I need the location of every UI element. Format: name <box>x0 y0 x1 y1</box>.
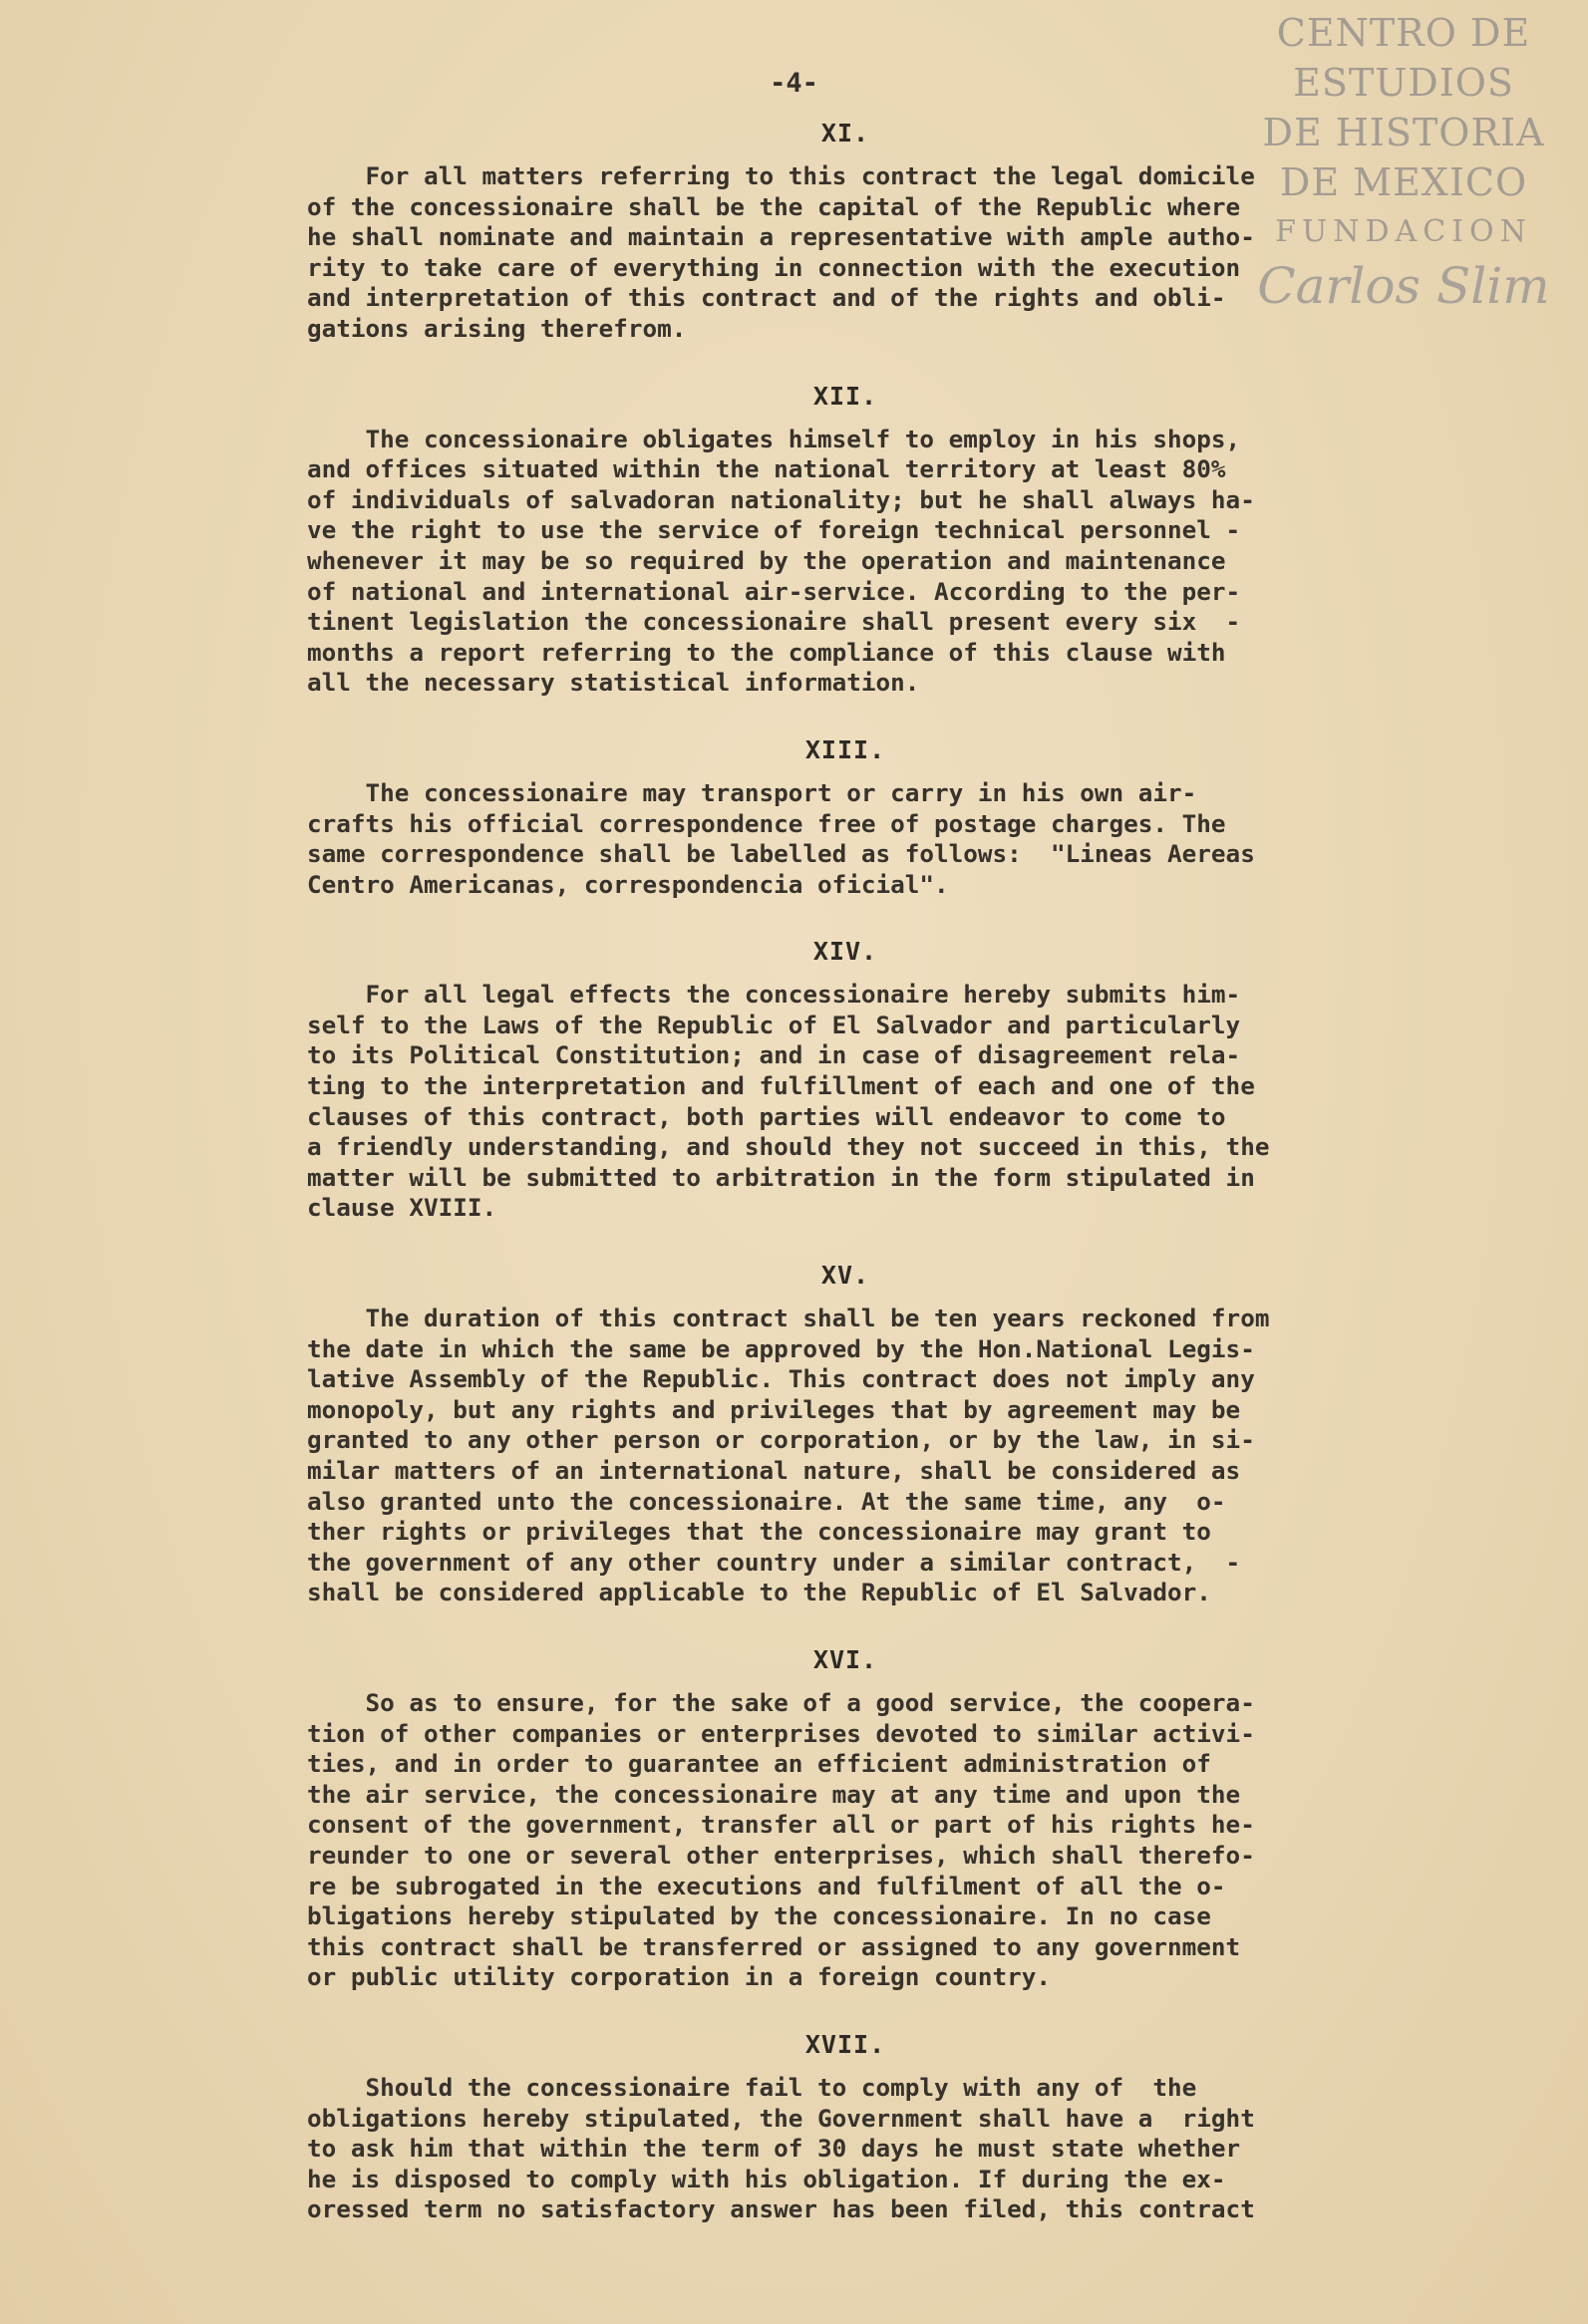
text-line: The concessionaire obligates himself to employ in his shops, <box>307 424 1241 453</box>
clause-text <box>307 1304 1553 1608</box>
text-line: the government of any other country under a similar contract, - <box>307 1547 1241 1577</box>
text-line: tion of other companies or enterprises devoted to similar activi- <box>307 1718 1255 1748</box>
text-line: the date in which the same be approved by the Hon.National Legis- <box>307 1333 1255 1363</box>
text-line: The concessionaire may transport or carry in his own air- <box>307 777 1197 807</box>
text-line: self to the Laws of the Republic of El Salvador and particularly <box>307 1010 1241 1039</box>
text-line: and offices situated within the national territory at least 80% <box>307 454 1226 484</box>
clause-text <box>307 980 1553 1224</box>
text-line: to ask him that within the term of 30 days he must state whether <box>307 2134 1241 2164</box>
text-line: oressed term no satisfactory answer has been filed, this contract <box>307 2194 1255 2224</box>
text-line: bligations hereby stipulated by the concessionaire. In no case <box>307 1901 1211 1931</box>
text-line: and interpretation of this contract and of the rights and obli- <box>307 283 1226 313</box>
clause-xiii <box>307 734 1553 900</box>
clause-xi <box>307 118 1553 345</box>
text-line: lative Assembly of the Republic. This contract does not imply any <box>307 1364 1255 1394</box>
text-line: also granted unto the concessionaire. At the same time, any o- <box>307 1486 1226 1516</box>
clause-heading: XV. <box>820 1261 870 1291</box>
text-line: the air service, the concessionaire may at any time and upon the <box>307 1779 1241 1809</box>
clause-text <box>307 425 1553 699</box>
text-line: consent of the government, transfer all or part of his rights he- <box>307 1810 1255 1840</box>
page-number: -4- <box>770 68 818 99</box>
text-line: rity to take care of everything in connection with the execution <box>307 252 1241 282</box>
clause-text <box>307 778 1553 900</box>
text-line: monopoly, but any rights and privileges that by agreement may be <box>307 1394 1241 1424</box>
text-line: same correspondence shall be labelled as follows: "Lineas Aereas <box>307 839 1255 869</box>
text-line: of national and international air-service. According to the per- <box>307 576 1241 606</box>
text-line: or public utility corporation in a foreign country. <box>307 1962 1052 1992</box>
text-line: to its Political Constitution; and in case of disagreement rela- <box>307 1040 1241 1070</box>
clause-heading: XI. <box>820 119 870 147</box>
text-line: clauses of this contract, both parties will endeavor to come to <box>307 1101 1226 1131</box>
text-line: of individuals of salvadoran nationality; but he shall always ha- <box>307 484 1255 514</box>
watermark-signature: Carlos Slim <box>1257 257 1550 315</box>
clause-text <box>307 2073 1553 2225</box>
text-line: So as to ensure, for the sake of a good service, the coopera- <box>307 1687 1255 1717</box>
clause-heading: XII. <box>812 381 878 411</box>
clause-xvi <box>307 1644 1553 1993</box>
watermark-line: FUNDACION <box>1275 214 1532 249</box>
text-line: ve the right to use the service of foreign technical personnel - <box>307 515 1241 545</box>
clause-heading: XIII. <box>804 734 886 764</box>
text-line: months a report referring to the compliance of this clause with <box>307 637 1226 667</box>
document-body <box>307 118 1553 2261</box>
clause-xv <box>307 1260 1553 1608</box>
text-line: For all matters referring to this contract the legal domicile <box>307 161 1255 190</box>
clause-heading: XVI. <box>812 1644 878 1674</box>
text-line: ther rights or privileges that the concessionaire may grant to <box>307 1517 1211 1547</box>
text-line: clause XVIII. <box>307 1193 497 1223</box>
watermark-line: DE HISTORIA <box>1262 111 1545 154</box>
clause-heading: XVII. <box>804 2029 886 2059</box>
watermark-line: ESTUDIOS <box>1293 61 1514 105</box>
text-line: granted to any other person or corporation, or by the law, in si- <box>307 1425 1255 1455</box>
text-line: this contract shall be transferred or assigned to any government <box>307 1931 1241 1961</box>
clause-heading: XIV. <box>812 937 878 967</box>
clause-xii <box>307 381 1553 699</box>
text-line: of the concessionaire shall be the capital of the Republic where <box>307 191 1241 221</box>
watermark-line: DE MEXICO <box>1279 160 1528 204</box>
text-line: shall be considered applicable to the Republic of El Salvador. <box>307 1578 1211 1607</box>
text-line: crafts his official correspondence free of postage charges. The <box>307 808 1226 838</box>
clause-xiv <box>307 936 1553 1224</box>
text-line: milar matters of an international nature, shall be considered as <box>307 1456 1241 1485</box>
text-line: ting to the interpretation and fulfillment of each and one of the <box>307 1071 1255 1101</box>
text-line: he is disposed to comply with his obligation. If during the ex- <box>307 2164 1226 2193</box>
text-line: he shall nominate and maintain a representative with ample autho- <box>307 222 1255 252</box>
clause-xvii <box>307 2029 1553 2225</box>
watermark-line: CENTRO DE <box>1276 11 1531 55</box>
text-line: tinent legislation the concessionaire shall present every six - <box>307 607 1241 637</box>
text-line: gations arising therefrom. <box>307 313 687 343</box>
text-line: For all legal effects the concessionaire hereby submits him- <box>307 980 1241 1010</box>
text-line: The duration of this contract shall be ten years reckoned from <box>307 1304 1270 1333</box>
text-line: whenever it may be so required by the operation and maintenance <box>307 545 1226 575</box>
text-line: obligations hereby stipulated, the Government shall have a right <box>307 2103 1255 2133</box>
text-line: a friendly understanding, and should they not succeed in this, the <box>307 1132 1270 1162</box>
text-line: re be subrogated in the executions and fulfilment of all the o- <box>307 1871 1226 1900</box>
text-line: matter will be submitted to arbitration in the form stipulated in <box>307 1162 1255 1192</box>
text-line: Should the concessionaire fail to comply with any of the <box>307 2072 1197 2102</box>
text-line: ties, and in order to guarantee an efficient administration of <box>307 1749 1211 1779</box>
clause-text <box>307 161 1553 345</box>
clause-text <box>307 1688 1553 1993</box>
text-line: Centro Americanas, correspondencia oficial". <box>307 869 949 899</box>
text-line: all the necessary statistical information. <box>307 668 920 698</box>
text-line: reunder to one or several other enterprises, which shall therefo- <box>307 1840 1255 1870</box>
